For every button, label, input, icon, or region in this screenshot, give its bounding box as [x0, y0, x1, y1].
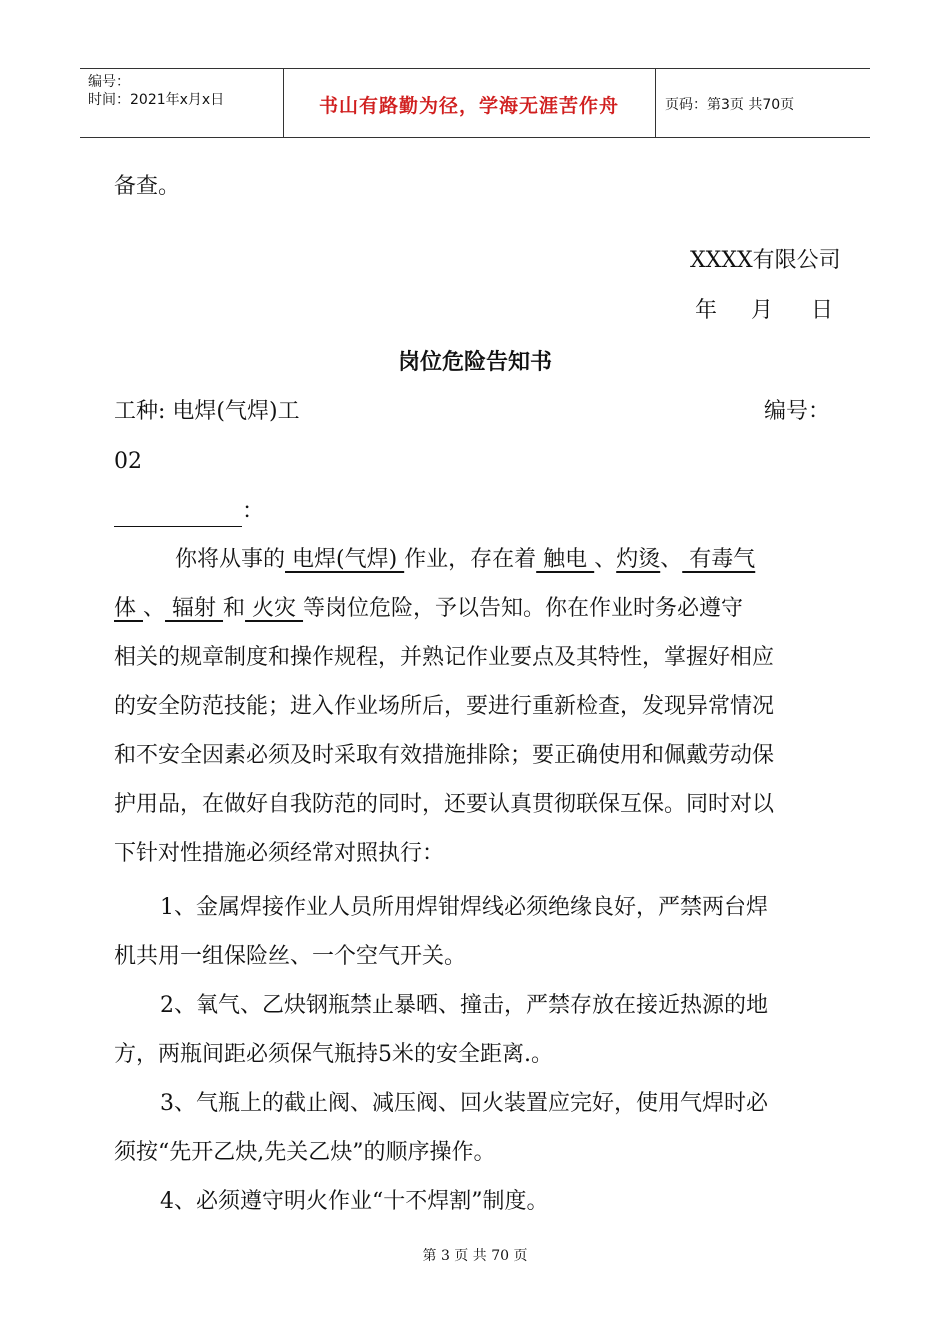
intro-text: 你将从事的 [175, 547, 286, 572]
intro-text: 和 [223, 596, 246, 621]
separator: 、 [660, 547, 683, 572]
separator: 、 [594, 547, 617, 572]
intro-line-3: 相关的规章制度和操作规程，并熟记作业要点及其特性，掌握好相应 [114, 645, 775, 670]
hazard-radiation: 辐射 [165, 596, 224, 621]
intro-line-4: 的安全防范技能；进入作业场所后，要进行重新检查，发现异常情况 [114, 694, 775, 719]
measure-item-4: 4、必须遵守明火作业“十不焊割”制度。 [160, 1189, 549, 1214]
hazard-electric-shock: 触电 [536, 547, 595, 572]
intro-line-6: 护用品，在做好自我防范的同时，还要认真贯彻联保互保。同时对以 [114, 792, 775, 817]
addressee-colon: ： [242, 499, 265, 524]
header-motto: 书山有路勤为径，学海无涯苦作舟 [318, 95, 619, 117]
job-number-value: 02 [114, 449, 142, 474]
intro-line-7: 下针对性措施必须经常对照执行： [114, 841, 445, 866]
job-type: 工种: 电焊(气焊)工 [114, 399, 300, 424]
measure-item-3: 3、气瓶上的截止阀、减压阀、回火装置应完好，使用气焊时必 [160, 1091, 768, 1116]
header-number-label: 编号： [88, 74, 130, 90]
header-meta [88, 73, 283, 109]
date-month: 月 [751, 298, 774, 323]
hazard-toxic-gas-cont: 体 [114, 596, 143, 621]
header-time-label: 时间：2021年x月x日 [88, 92, 225, 108]
measure-item-3-cont: 须按“先开乙炔,先关乙炔”的顺序操作。 [114, 1140, 496, 1165]
job-name-underlined: 电焊(气焊) [285, 547, 405, 572]
date-day: 日 [811, 298, 834, 323]
intro-text: 等岗位危险，予以告知。你在作业时务必遵守 [303, 596, 744, 621]
hazard-burn: 灼烫 [616, 547, 661, 572]
addressee-line [114, 497, 264, 527]
header-divider [655, 69, 656, 137]
date-year: 年 [695, 298, 718, 323]
separator: 、 [143, 596, 166, 621]
intro-line-1 [175, 545, 755, 575]
job-number-label: 编号： [764, 399, 831, 424]
page-footer: 第 3 页 共 70 页 [422, 1248, 528, 1264]
hazard-fire: 火灾 [245, 596, 304, 621]
header-page-info: 页码：第3页 共70页 [665, 97, 795, 113]
backup-text: 备查。 [114, 174, 181, 199]
addressee-blank [114, 504, 242, 527]
measure-item-2: 2、氧气、乙炔钢瓶禁止暴晒、撞击，严禁存放在接近热源的地 [160, 993, 768, 1018]
measure-item-1: 1、金属焊接作业人员所用焊钳焊线必须绝缘良好，严禁两台焊 [160, 895, 768, 920]
date-line [695, 296, 833, 326]
hazard-toxic-gas: 有毒气 [682, 547, 756, 572]
measure-item-1-cont: 机共用一组保险丝、一个空气开关。 [114, 944, 467, 969]
intro-text: 作业，存在着 [404, 547, 537, 572]
company-name: XXXX有限公司 [690, 248, 841, 273]
intro-line-2 [114, 594, 743, 624]
measure-item-2-cont: 方，两瓶间距必须保气瓶持5米的安全距离.。 [114, 1042, 553, 1067]
intro-line-5: 和不安全因素必须及时采取有效措施排除；要正确使用和佩戴劳动保 [114, 743, 775, 768]
document-title: 岗位危险告知书 [397, 350, 552, 375]
page-header [80, 68, 870, 138]
